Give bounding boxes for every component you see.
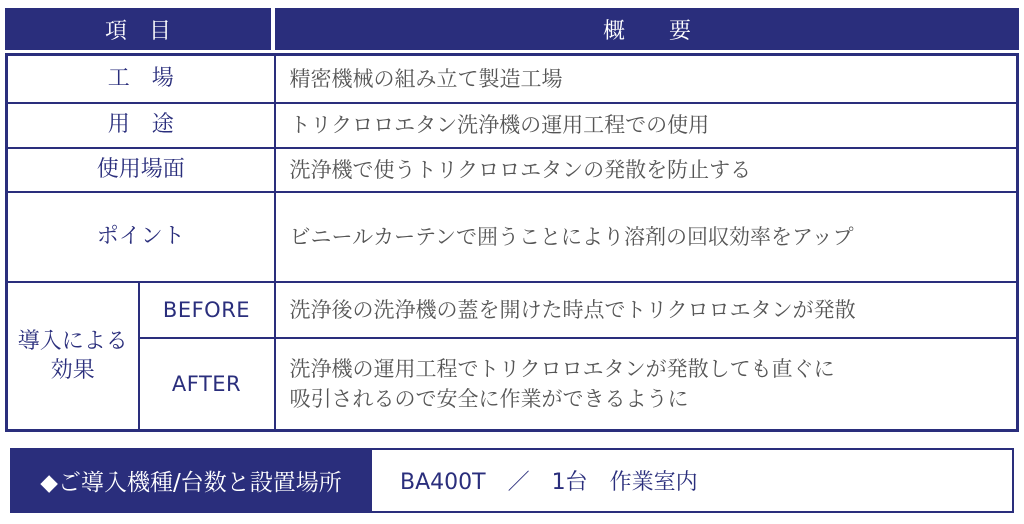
header-item-cell: [5, 8, 271, 50]
table-row: [7, 55, 1018, 103]
table-row: [7, 192, 1018, 282]
before-label: BEFORE: [139, 282, 275, 338]
effects-group-label: [7, 282, 139, 431]
after-label: AFTER: [139, 338, 275, 431]
row-content-point: ビニールカーテンで囲うことにより溶剤の回収効率をアップ: [275, 192, 1018, 282]
table-header-row: [5, 8, 1019, 50]
row-label-factory: 工 場: [7, 55, 275, 103]
row-label-use: 用 途: [7, 103, 275, 148]
case-study-table: [5, 8, 1019, 432]
installed-model-label: ◆ご導入機種/台数と設置場所: [10, 448, 372, 513]
row-content-factory: 精密機械の組み立て製造工場: [275, 55, 1018, 103]
table-row: [7, 148, 1018, 192]
header-item-label: 項 目: [104, 18, 171, 44]
before-content: 洗浄後の洗浄機の蓋を開けた時点でトリクロロエタンが発散: [275, 282, 1018, 338]
installed-model-bar: [10, 448, 1014, 513]
installed-model-value: BA400T ／ 1台 作業室内: [372, 448, 1014, 513]
row-content-use: トリクロロエタン洗浄機の運用工程での使用: [275, 103, 1018, 148]
effects-group-label-line2: 効果: [50, 358, 95, 384]
table-body: [5, 53, 1019, 432]
effects-group-label-line1: 導入による: [17, 328, 128, 354]
table-row: [7, 103, 1018, 148]
row-label-scene: 使用場面: [7, 148, 275, 192]
header-summary-label: 概 要: [602, 18, 691, 44]
table-row-after: [7, 338, 1018, 431]
after-content-line1: 洗浄機の運用工程でトリクロロエタンが発散しても直ぐに: [289, 356, 835, 381]
table-row-before: [7, 282, 1018, 338]
header-summary-cell: [275, 8, 1019, 50]
row-label-point: ポイント: [7, 192, 275, 282]
row-content-scene: 洗浄機で使うトリクロロエタンの発散を防止する: [275, 148, 1018, 192]
after-content: [275, 338, 1018, 431]
after-content-line2: 吸引されるので安全に作業ができるように: [289, 387, 689, 412]
